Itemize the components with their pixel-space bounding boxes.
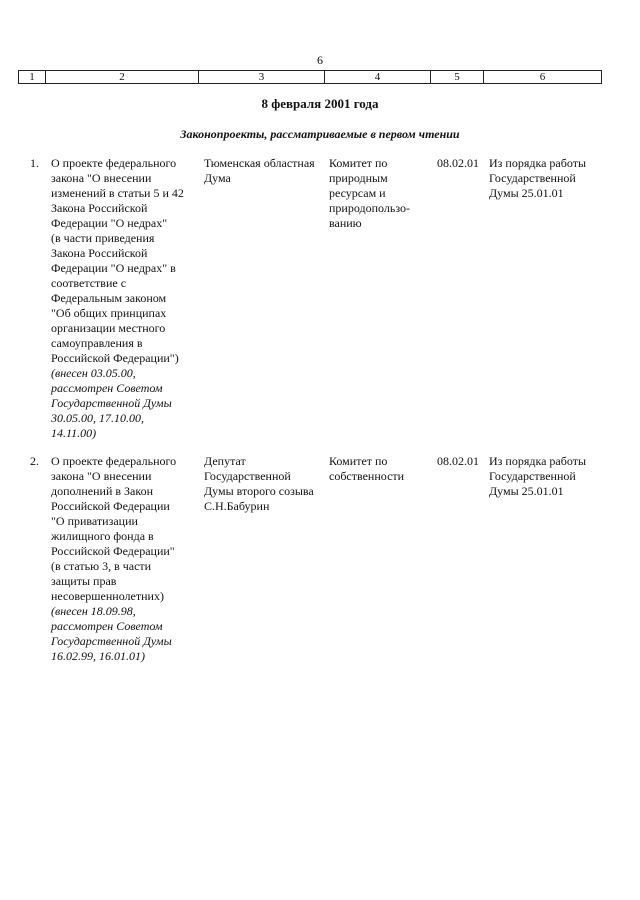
bill-title-line: Федеральным законом <box>51 291 167 305</box>
bill-title-line: Российской Федерации <box>51 499 170 513</box>
responsible-committee <box>329 156 433 231</box>
bill-title-line: соответствие с <box>51 276 127 290</box>
date-heading: 8 февраля 2001 года <box>261 96 379 111</box>
column-header: 5 <box>431 71 484 83</box>
bill-title-line: закона "О внесении <box>51 171 152 185</box>
bill-title <box>51 454 199 664</box>
committee-line: природопользо- <box>329 201 410 215</box>
bill-note-line: (внесен 03.05.00, <box>51 366 136 380</box>
bill-author-line: Тюменская областная <box>204 156 315 170</box>
column-header: 1 <box>19 71 46 83</box>
bill-note-line: 30.05.00, 17.10.00, <box>51 411 144 425</box>
bill-title-line: О проекте федерального <box>51 454 177 468</box>
bill-title-line: изменений в статьи 5 и 42 <box>51 186 184 200</box>
bill-title-line: организации местного <box>51 321 166 335</box>
bill-author-line: Думы второго созыва <box>204 484 314 498</box>
remark-line: Государственной <box>489 171 576 185</box>
column-header: 2 <box>46 71 199 83</box>
bill-title-line: Федерации "О недрах" <box>51 216 168 230</box>
bill-title-line: (в статью 3, в части <box>51 559 152 573</box>
remark <box>489 156 607 201</box>
remark-line: Думы 25.01.01 <box>489 186 564 200</box>
bill-note <box>51 604 199 664</box>
bill-title-line: Закона Российской <box>51 246 148 260</box>
bill-title-line: Федерации "О недрах" в <box>51 261 176 275</box>
committee-line: Комитет по <box>329 454 388 468</box>
bill-title-line: "О приватизации <box>51 514 138 528</box>
bill-author-line: Депутат <box>204 454 246 468</box>
remark-line: Из порядка работы <box>489 454 587 468</box>
bill-note-line: рассмотрен Советом <box>51 619 163 633</box>
bill-title-line: "Об общих принципах <box>51 306 167 320</box>
responsible-committee <box>329 454 433 484</box>
committee-line: собственности <box>329 469 405 483</box>
column-number-header <box>18 70 602 84</box>
committee-line: природным <box>329 171 388 185</box>
entry-number: 1. <box>30 156 39 170</box>
bill-author-line: Дума <box>204 171 231 185</box>
column-header: 3 <box>199 71 325 83</box>
bill-note-line: 16.02.99, 16.01.01) <box>51 649 145 663</box>
bill-author <box>204 156 328 186</box>
section-heading: Законопроекты, рассматриваемые в первом чтении <box>180 127 460 141</box>
bill-title-line: Российской Федерации" <box>51 544 175 558</box>
bill-note-line: 14.11.00) <box>51 426 97 440</box>
column-header: 4 <box>325 71 431 83</box>
committee-line: Комитет по <box>329 156 388 170</box>
bill-title-line: несовершеннолетних) <box>51 589 164 603</box>
bill-title-line: дополнений в Закон <box>51 484 154 498</box>
remark <box>489 454 607 499</box>
bill-title-line: Закона Российской <box>51 201 148 215</box>
bill-note-line: рассмотрен Советом <box>51 381 163 395</box>
bill-title-line: защиты прав <box>51 574 117 588</box>
bill-author-line: С.Н.Бабурин <box>204 499 270 513</box>
entry-number: 2. <box>30 454 39 468</box>
consideration-date: 08.02.01 <box>437 156 479 170</box>
remark-line: Из порядка работы <box>489 156 587 170</box>
remark-line: Думы 25.01.01 <box>489 484 564 498</box>
bill-note-line: Государственной Думы <box>51 634 172 648</box>
bill-title-line: закона "О внесении <box>51 469 152 483</box>
committee-line: ванию <box>329 216 362 230</box>
consideration-date: 08.02.01 <box>437 454 479 468</box>
page-number: 6 <box>317 53 323 67</box>
bill-title-line: О проекте федерального <box>51 156 177 170</box>
bill-title-line: Российской Федерации") <box>51 351 179 365</box>
committee-line: ресурсам и <box>329 186 386 200</box>
column-header: 6 <box>539 71 546 83</box>
bill-author-line: Государственной <box>204 469 291 483</box>
bill-note <box>51 366 199 441</box>
bill-title-line: самоуправления в <box>51 336 143 350</box>
bill-title-line: жилищного фонда в <box>51 529 154 543</box>
bill-note-line: (внесен 18.09.98, <box>51 604 136 618</box>
bill-author <box>204 454 328 514</box>
remark-line: Государственной <box>489 469 576 483</box>
bill-title <box>51 156 199 441</box>
bill-title-line: (в части приведения <box>51 231 155 245</box>
bill-note-line: Государственной Думы <box>51 396 172 410</box>
